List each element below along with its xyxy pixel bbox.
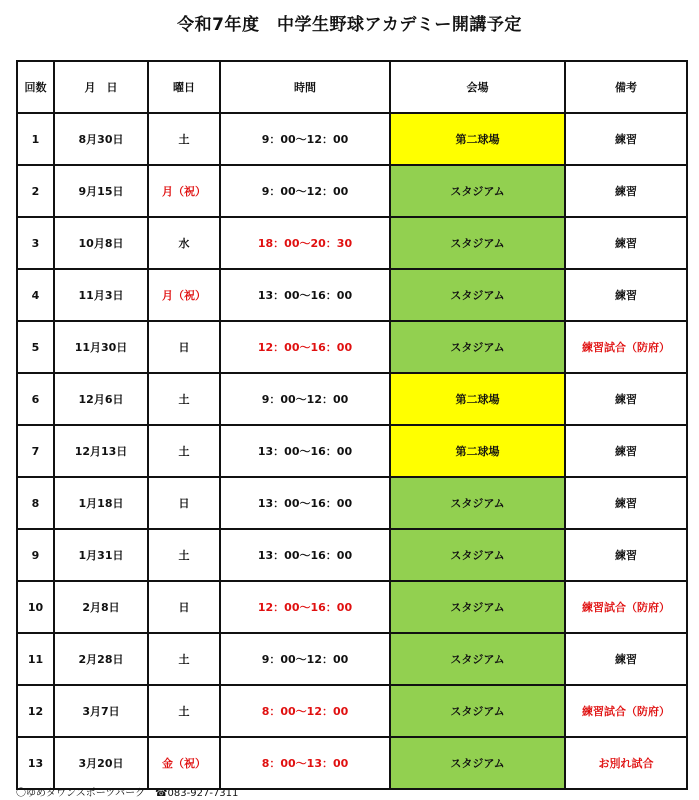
session-time: 8：00～13：00 bbox=[220, 737, 390, 789]
session-venue: スタジアム bbox=[390, 529, 565, 581]
session-weekday: 日 bbox=[148, 581, 220, 633]
session-venue: スタジアム bbox=[390, 269, 565, 321]
session-date: 1月31日 bbox=[54, 529, 148, 581]
table-row bbox=[17, 113, 687, 165]
session-note: 練習試合（防府） bbox=[565, 581, 687, 633]
session-note: 練習 bbox=[565, 113, 687, 165]
session-time: 12：00～16：00 bbox=[220, 581, 390, 633]
session-note: 練習 bbox=[565, 165, 687, 217]
session-weekday: 土 bbox=[148, 425, 220, 477]
session-weekday: 土 bbox=[148, 373, 220, 425]
session-date: 8月30日 bbox=[54, 113, 148, 165]
session-time: 13：00～16：00 bbox=[220, 425, 390, 477]
session-venue: 第二球場 bbox=[390, 373, 565, 425]
session-venue: スタジアム bbox=[390, 737, 565, 789]
session-time: 13：00～16：00 bbox=[220, 529, 390, 581]
session-weekday: 土 bbox=[148, 633, 220, 685]
session-time: 12：00～16：00 bbox=[220, 321, 390, 373]
session-number: 13 bbox=[17, 737, 54, 789]
table-row bbox=[17, 373, 687, 425]
table-row bbox=[17, 165, 687, 217]
session-date: 3月7日 bbox=[54, 685, 148, 737]
session-venue: スタジアム bbox=[390, 165, 565, 217]
session-date: 11月3日 bbox=[54, 269, 148, 321]
session-weekday: 水 bbox=[148, 217, 220, 269]
session-date: 9月15日 bbox=[54, 165, 148, 217]
session-venue: スタジアム bbox=[390, 633, 565, 685]
session-date: 1月18日 bbox=[54, 477, 148, 529]
session-date: 12月6日 bbox=[54, 373, 148, 425]
header-count: 回数 bbox=[17, 61, 54, 113]
session-number: 2 bbox=[17, 165, 54, 217]
session-number: 8 bbox=[17, 477, 54, 529]
header-weekday: 曜日 bbox=[148, 61, 220, 113]
session-note: 練習試合（防府） bbox=[565, 685, 687, 737]
session-venue: スタジアム bbox=[390, 217, 565, 269]
session-time: 13：00～16：00 bbox=[220, 477, 390, 529]
footer-contact: 〇ゆめタウンスポーツパーク ☎083-927-7311 bbox=[16, 788, 239, 799]
table-row bbox=[17, 737, 687, 789]
header-date: 月 日 bbox=[54, 61, 148, 113]
header-time: 時間 bbox=[220, 61, 390, 113]
table-row bbox=[17, 321, 687, 373]
session-number: 5 bbox=[17, 321, 54, 373]
session-number: 9 bbox=[17, 529, 54, 581]
header-notes: 備考 bbox=[565, 61, 687, 113]
session-time: 13：00～16：00 bbox=[220, 269, 390, 321]
session-venue: 第二球場 bbox=[390, 425, 565, 477]
table-row bbox=[17, 269, 687, 321]
table-row bbox=[17, 217, 687, 269]
session-time: 8：00～12：00 bbox=[220, 685, 390, 737]
table-row bbox=[17, 685, 687, 737]
session-venue: スタジアム bbox=[390, 581, 565, 633]
session-date: 3月20日 bbox=[54, 737, 148, 789]
page-title: 令和7年度 中学生野球アカデミー開講予定 bbox=[177, 15, 522, 35]
table-row bbox=[17, 633, 687, 685]
session-note: 練習 bbox=[565, 373, 687, 425]
session-note: お別れ試合 bbox=[565, 737, 687, 789]
session-weekday: 月（祝） bbox=[148, 269, 220, 321]
session-note: 練習 bbox=[565, 217, 687, 269]
session-number: 3 bbox=[17, 217, 54, 269]
session-weekday: 土 bbox=[148, 529, 220, 581]
session-number: 10 bbox=[17, 581, 54, 633]
header-venue: 会場 bbox=[390, 61, 565, 113]
session-venue: スタジアム bbox=[390, 321, 565, 373]
session-weekday: 月（祝） bbox=[148, 165, 220, 217]
session-weekday: 土 bbox=[148, 113, 220, 165]
session-time: 9：00～12：00 bbox=[220, 165, 390, 217]
session-time: 9：00～12：00 bbox=[220, 633, 390, 685]
session-date: 12月13日 bbox=[54, 425, 148, 477]
session-weekday: 日 bbox=[148, 321, 220, 373]
session-venue: 第二球場 bbox=[390, 113, 565, 165]
session-time: 9：00～12：00 bbox=[220, 373, 390, 425]
session-note: 練習 bbox=[565, 269, 687, 321]
session-note: 練習 bbox=[565, 425, 687, 477]
session-date: 11月30日 bbox=[54, 321, 148, 373]
session-number: 11 bbox=[17, 633, 54, 685]
session-date: 2月8日 bbox=[54, 581, 148, 633]
session-venue: スタジアム bbox=[390, 477, 565, 529]
header-row bbox=[17, 61, 687, 113]
session-number: 12 bbox=[17, 685, 54, 737]
session-number: 6 bbox=[17, 373, 54, 425]
table-row bbox=[17, 581, 687, 633]
table-row bbox=[17, 425, 687, 477]
session-weekday: 金（祝） bbox=[148, 737, 220, 789]
session-time: 9：00～12：00 bbox=[220, 113, 390, 165]
session-date: 10月8日 bbox=[54, 217, 148, 269]
session-date: 2月28日 bbox=[54, 633, 148, 685]
schedule-body bbox=[17, 113, 687, 789]
session-weekday: 土 bbox=[148, 685, 220, 737]
session-number: 1 bbox=[17, 113, 54, 165]
session-note: 練習 bbox=[565, 633, 687, 685]
session-note: 練習試合（防府） bbox=[565, 321, 687, 373]
session-note: 練習 bbox=[565, 529, 687, 581]
session-time: 18：00～20：30 bbox=[220, 217, 390, 269]
table-row bbox=[17, 529, 687, 581]
table-row bbox=[17, 477, 687, 529]
schedule-table bbox=[16, 60, 688, 790]
session-venue: スタジアム bbox=[390, 685, 565, 737]
session-number: 4 bbox=[17, 269, 54, 321]
session-note: 練習 bbox=[565, 477, 687, 529]
session-number: 7 bbox=[17, 425, 54, 477]
session-weekday: 日 bbox=[148, 477, 220, 529]
